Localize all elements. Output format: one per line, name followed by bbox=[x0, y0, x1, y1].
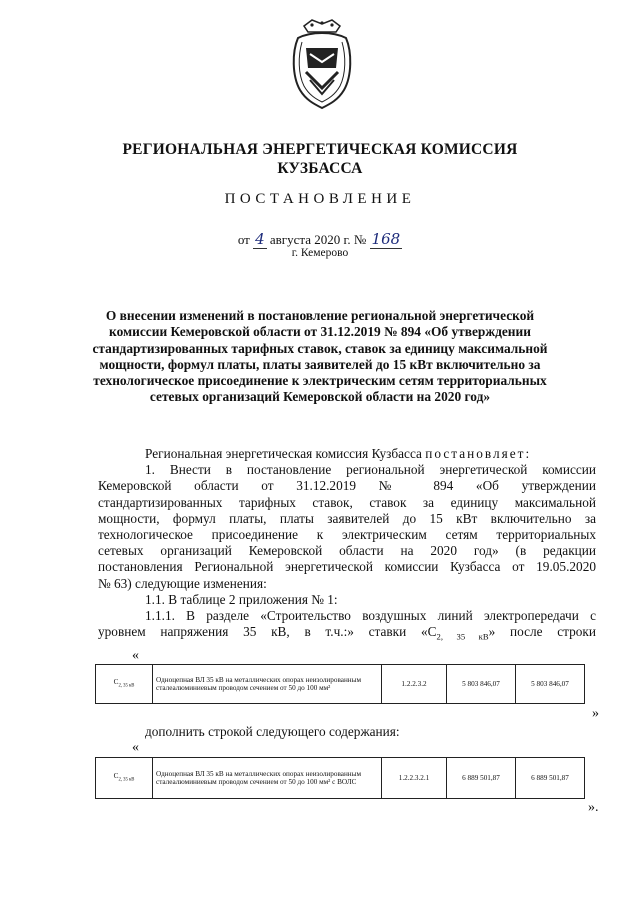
date-day-handwritten: 4 bbox=[255, 230, 265, 248]
paragraph-1-line: технологическое присоединение к электрическим сетям территориальных bbox=[98, 527, 596, 543]
paragraph-1-line: постановления Региональной энергетической комиссии Кузбасса от 19.05.2020 bbox=[98, 559, 596, 575]
value-cell-1: 5 803 846,07 bbox=[447, 665, 516, 704]
intro-verb: постановляет: bbox=[425, 446, 532, 461]
intro-paragraph bbox=[98, 446, 596, 462]
text-fragment: » после строки bbox=[488, 624, 596, 640]
paragraph-1-last-line: № 63) следующие изменения: bbox=[98, 575, 267, 591]
close-quote: » bbox=[592, 706, 599, 721]
item-number-cell: 1.2.2.3.2 bbox=[382, 665, 447, 704]
rate-code-cell: $С_{2, 35 кВ}$ bbox=[96, 665, 153, 704]
open-quote: « bbox=[132, 648, 139, 663]
new-rate-table bbox=[95, 757, 585, 799]
body-text bbox=[98, 446, 596, 645]
value-cell-2: 5 803 846,07 bbox=[516, 665, 585, 704]
paragraph-1-line: стандартизированных тарифных ставок, ставок за единицу максимальной bbox=[98, 494, 596, 510]
item-number-cell: 1.2.2.3.2.1 bbox=[382, 758, 447, 799]
date-prefix: от bbox=[237, 232, 250, 247]
subscript: 2, 35 кВ bbox=[436, 631, 489, 642]
paragraph-1-1: 1.1. В таблице 2 приложения № 1: bbox=[145, 591, 338, 607]
date-rest: августа 2020 г. № bbox=[269, 232, 367, 247]
text-fragment: уровнем напряжения 35 кВ, в т.ч.:» ставки «С bbox=[98, 624, 437, 640]
table-row bbox=[96, 665, 585, 704]
organization-name bbox=[0, 140, 640, 178]
subject-line: комиссии Кемеровской области от 31.12.2019 № 894 «Об утверждении bbox=[109, 324, 531, 340]
paragraph-1-line: мощности, формул платы, платы заявителей до 15 кВт включительно за bbox=[98, 510, 596, 526]
org-line-2: КУЗБАССА bbox=[277, 160, 363, 177]
supplement-text bbox=[98, 724, 596, 740]
description-cell: Одноцепная ВЛ 35 кВ на металлических опорах неизолированным сталеалюминиевым проводом сечением от 50 до 100 мм² bbox=[153, 665, 382, 704]
document-number-handwritten: 168 bbox=[371, 230, 401, 248]
value-cell-2: 6 889 501,87 bbox=[516, 758, 585, 799]
open-quote: « bbox=[132, 740, 139, 755]
intro-text: Региональная энергетическая комиссия Кузбасса bbox=[145, 446, 422, 461]
subject-line: технологическое присоединение к электрическим сетям территориальных bbox=[93, 373, 547, 389]
rate-code-cell: $С_{2, 35 кВ}$ bbox=[96, 758, 153, 799]
subject-line: мощности, формул платы, платы заявителей до 15 кВт включительно за bbox=[99, 356, 541, 372]
paragraph-1-1-1-line bbox=[98, 624, 596, 645]
subject-line: стандартизированных тарифных ставок, ставок за единицу максимальной bbox=[92, 340, 548, 356]
subject-line: О внесении изменений в постановление региональной энергетической bbox=[105, 308, 535, 323]
subject-line: сетевых организаций Кемеровской области на 2020 год» bbox=[149, 389, 491, 405]
document-subject bbox=[0, 308, 640, 406]
paragraph-1-line: сетевых организаций Кемеровской области на 2020 год» (в редакции bbox=[98, 543, 596, 559]
coat-of-arms-emblem bbox=[290, 18, 354, 114]
supplement-line: дополнить строкой следующего содержания: bbox=[145, 724, 400, 739]
document-type: ПОСТАНОВЛЕНИЕ bbox=[224, 191, 416, 207]
paragraph-1-line: 1. Внести в постановление региональной энергетической комиссии bbox=[145, 462, 596, 478]
paragraph-1-1-1-line: 1.1.1. В разделе «Строительство воздушных линий электропередачи с bbox=[145, 608, 596, 624]
value-cell-1: 6 889 501,87 bbox=[447, 758, 516, 799]
city: г. Кемерово bbox=[291, 247, 349, 259]
description-cell: Одноцепная ВЛ 35 кВ на металлических опорах неизолированным сталеалюминиевым проводом сечением от 50 до 100 мм² с ВОЛС bbox=[153, 758, 382, 799]
org-line-1: РЕГИОНАЛЬНАЯ ЭНЕРГЕТИЧЕСКАЯ КОМИССИЯ bbox=[122, 141, 518, 158]
close-quote-final: ». bbox=[588, 800, 599, 815]
paragraph-1-line: Кемеровской области от 31.12.2019 № 894 «Об утверждении bbox=[98, 478, 596, 494]
existing-rate-table bbox=[95, 664, 585, 704]
table-row bbox=[96, 758, 585, 799]
